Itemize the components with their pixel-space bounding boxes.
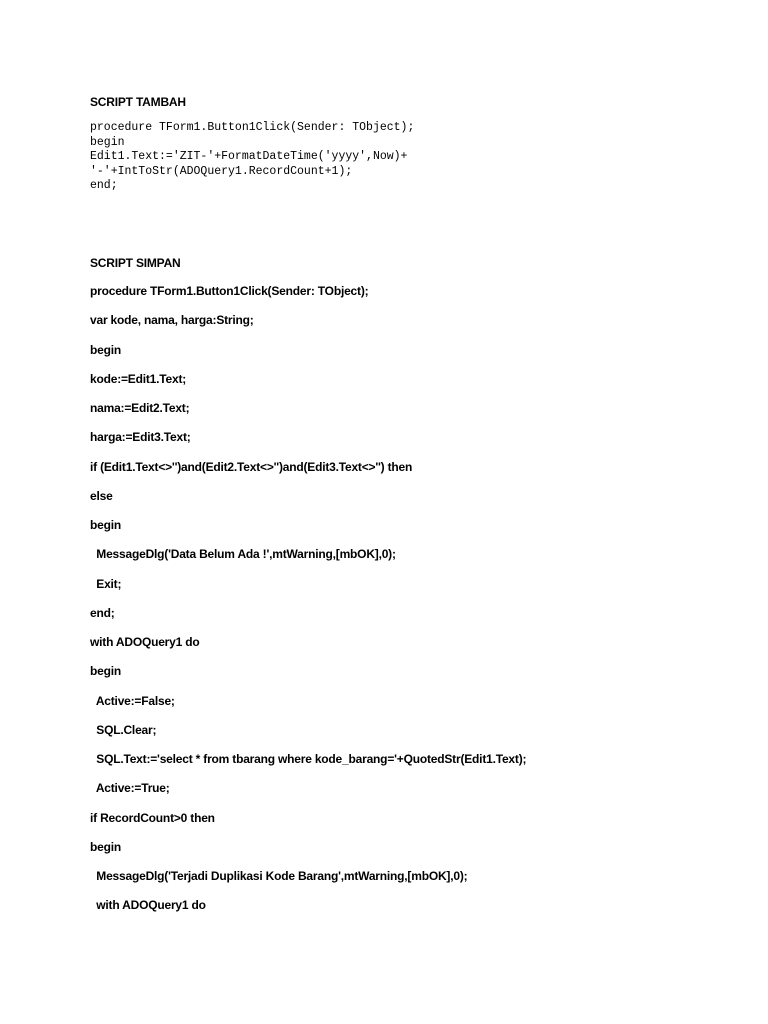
code-line: if (Edit1.Text<>'')and(Edit2.Text<>'')and(Edit3.Text<>'') then (90, 459, 413, 474)
code-line: if RecordCount>0 then (90, 810, 215, 825)
code-line: MessageDlg('Data Belum Ada !',mtWarning,[mbOK],0); (90, 547, 396, 562)
code-line: kode:=Edit1.Text; (90, 371, 187, 386)
code-line: nama:=Edit2.Text; (90, 401, 190, 415)
code-line: else (90, 488, 113, 503)
code-line: var kode, nama, harga:String; (90, 313, 254, 328)
code-line: procedure TForm1.Button1Click(Sender: TObject); (90, 284, 369, 298)
code-line: begin (90, 135, 125, 149)
code-block-simpan (90, 283, 526, 927)
code-line: Active:=False; (90, 693, 175, 708)
heading-script-tambah: SCRIPT TAMBAH (90, 95, 186, 109)
code-line: begin (90, 664, 121, 679)
code-line: MessageDlg('Terjadi Duplikasi Kode Barang',mtWarning,[mbOK],0); (90, 869, 468, 883)
code-line: SQL.Clear; (90, 722, 157, 737)
code-line: end; (90, 179, 118, 193)
code-line: with ADOQuery1 do (90, 635, 200, 649)
code-line: Active:=True; (90, 781, 170, 796)
code-block-tambah (90, 121, 414, 194)
code-line: procedure TForm1.Button1Click(Sender: TObject); (90, 121, 415, 134)
code-line: '-'+IntToStr(ADOQuery1.RecordCount+1); (90, 164, 353, 178)
heading-script-simpan: SCRIPT SIMPAN (90, 256, 181, 270)
code-line: Edit1.Text:='ZIT-'+FormatDateTime('yyyy',Now)+ (90, 150, 408, 164)
code-line: begin (90, 342, 121, 357)
code-line: Exit; (90, 576, 122, 591)
code-line: end; (90, 605, 115, 620)
code-line: begin (90, 518, 121, 532)
code-line: SQL.Text:='select * from tbarang where kode_barang='+QuotedStr(Edit1.Text); (90, 752, 527, 766)
code-line: harga:=Edit3.Text; (90, 430, 191, 445)
code-line: begin (90, 839, 121, 854)
code-line: with ADOQuery1 do (90, 898, 206, 913)
